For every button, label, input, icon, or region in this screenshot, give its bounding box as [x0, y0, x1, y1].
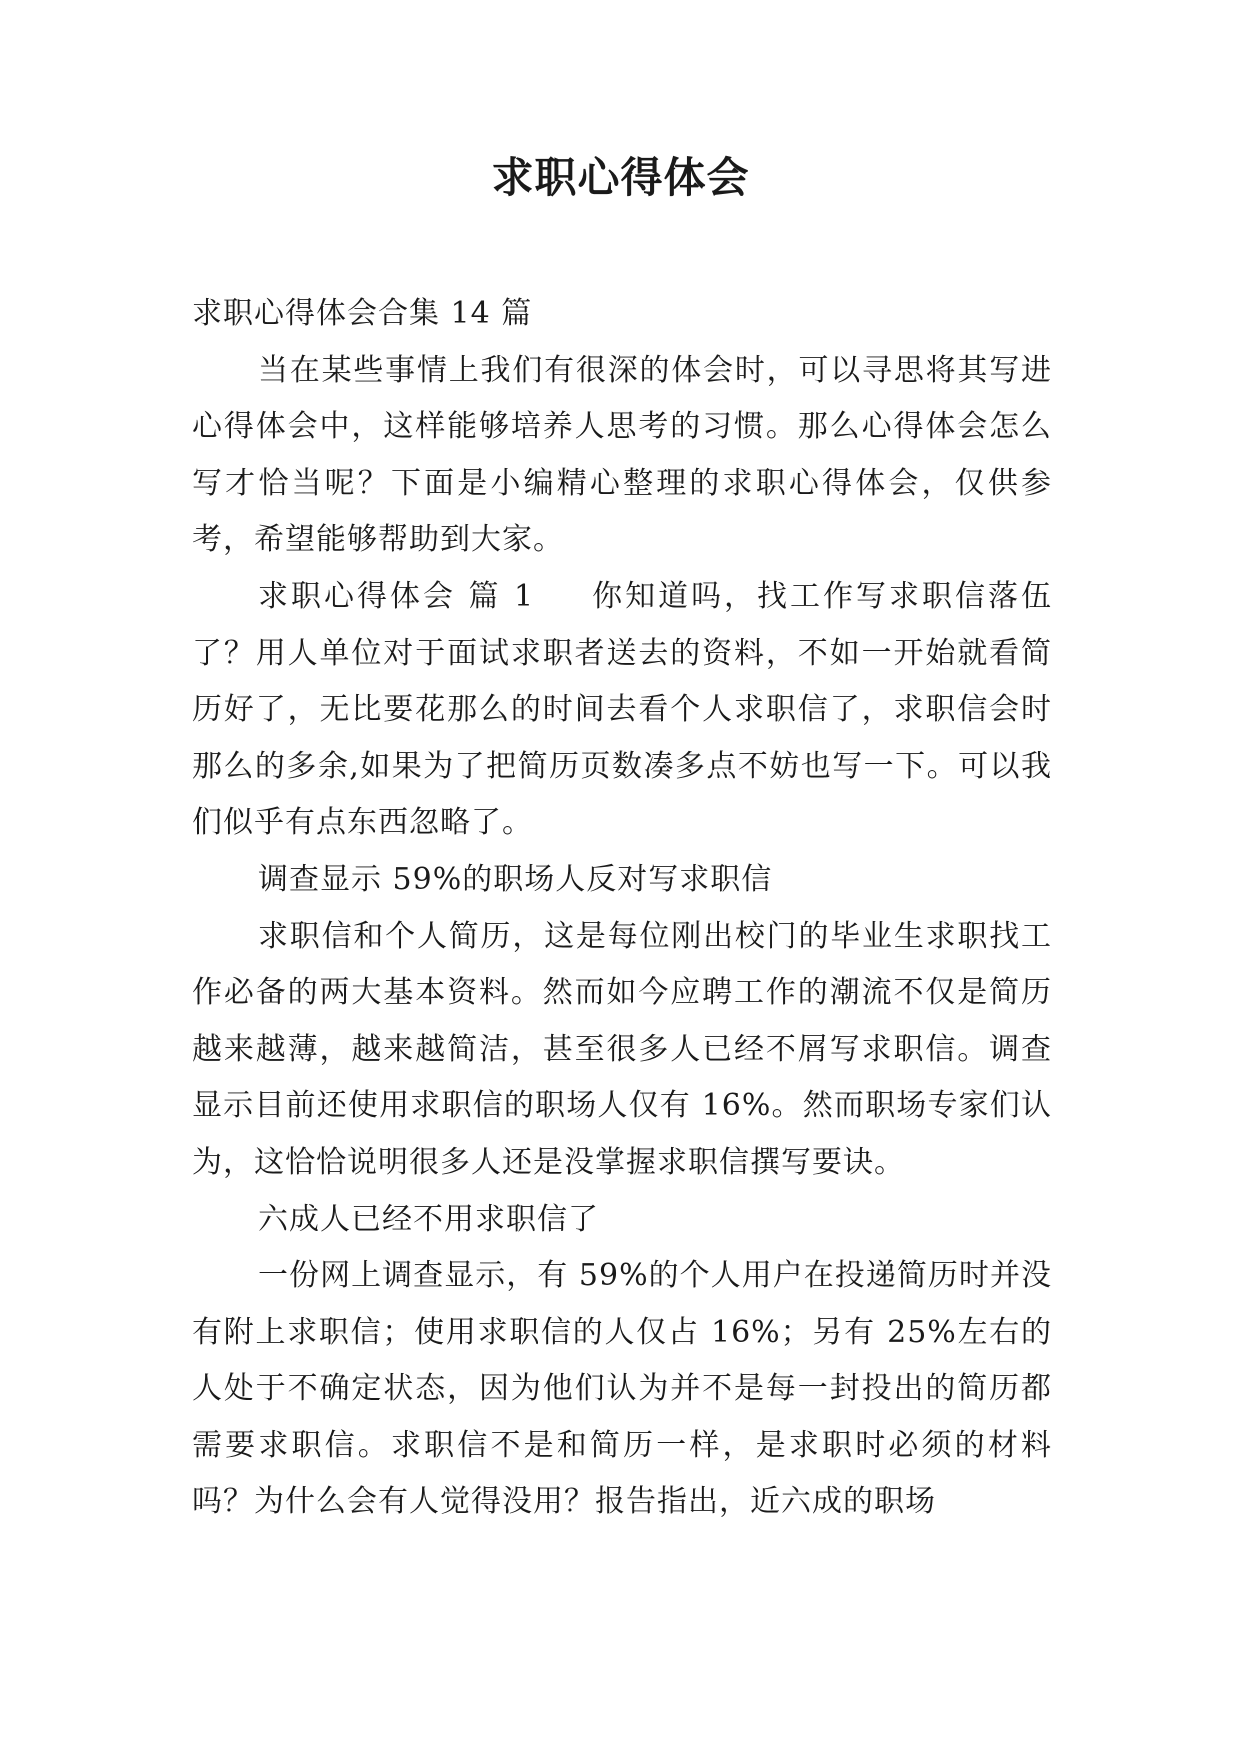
collection-subtitle: 求职心得体会合集 14 篇 — [192, 296, 533, 331]
intro-paragraph: 当在某些事情上我们有很深的体会时，可以寻思将其写进心得体会中，这样能够培养人思考的习惯。那么心得体会怎么写才恰当呢？下面是小编精心整理的求职心得体会，仅供参考，希望能够帮助到大家。 — [192, 352, 1052, 558]
sixty-percent-paragraph: 一份网上调查显示，有 59%的个人用户在投递简历时并没有附上求职信；使用求职信的人仅占 16%；另有 25%左右的人处于不确定状态，因为他们认为并不是每一封投出的简历都需要求职信。求职信不是和简历一样，是求职时必须的材料吗？为什么会有人觉得没用？报告指出，近六成的职场 — [192, 1258, 1052, 1520]
document-title: 求职心得体会 — [491, 153, 750, 202]
sixty-percent-heading: 六成人已经不用求职信了 — [258, 1201, 599, 1237]
survey-heading: 调查显示 59%的职场人反对写求职信 — [258, 861, 773, 897]
section-1-heading: 求职心得体会 篇 1 — [258, 578, 535, 614]
section-1-paragraph — [192, 569, 1052, 852]
document-body — [192, 286, 1052, 1531]
section-1-text: 你知道吗，找工作写求职信落伍了？用人单位对于面试求职者送去的资料，不如一开始就看简历好了，无比要花那么的时间去看个人求职信了，求职信会时那么的多余,如果为了把简历页数凑多点不妨也写一下。可以我们似乎有点东西忽略了。 — [192, 578, 1052, 841]
survey-paragraph: 求职信和个人简历，这是每位刚出校门的毕业生求职找工作必备的两大基本资料。然而如今应聘工作的潮流不仅是简历越来越薄，越来越简洁，甚至很多人已经不屑写求职信。调查显示目前还使用求职信的职场人仅有 16%。然而职场专家们认为，这恰恰说明很多人还是没掌握求职信撰写要诀。 — [192, 918, 1052, 1180]
